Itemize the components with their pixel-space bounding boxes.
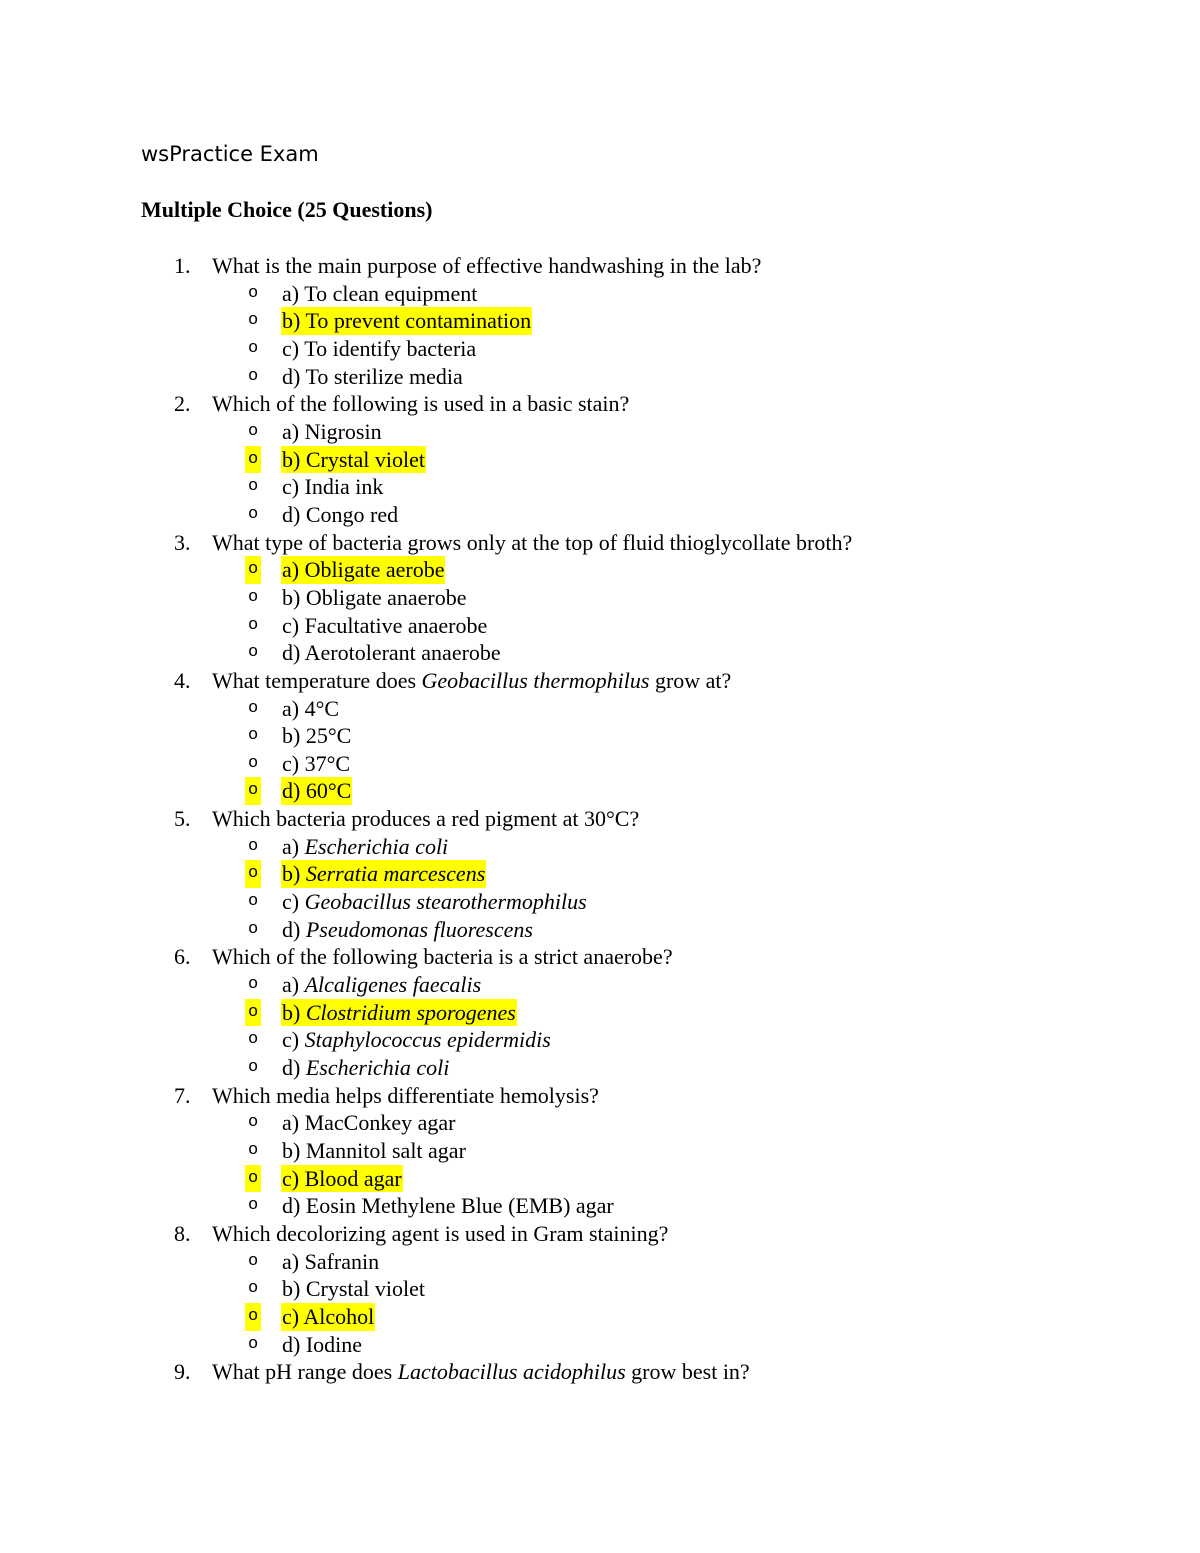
question-number: 3. [174,529,191,555]
option-label: d) [282,916,301,942]
option-6c [0,1026,1200,1054]
option-label: b) [282,446,301,472]
question-text-part: What pH range does [212,1359,398,1385]
option-text: Safranin [304,1248,380,1274]
question-text: Which bacteria produces a red pigment at 30°C? [212,806,640,832]
option-3a [0,556,1200,584]
bullet-icon: o [248,1113,259,1133]
bullet-icon: o [248,892,259,912]
bullet-icon: o [248,1196,259,1216]
option-label: c) [282,335,300,361]
option-label: d) [282,1193,301,1219]
option-2d [0,501,1200,529]
option-label: a) [282,557,300,583]
option-label: b) [282,861,301,887]
highlighted-answer [281,1303,375,1331]
option-text: Staphylococcus epidermidis [304,1027,551,1053]
option-label: d) [282,363,301,389]
option-text: 25°C [305,723,352,749]
question-8 [0,1220,1200,1248]
bullet-icon: o [248,366,259,386]
question-text: What type of bacteria grows only at the top of fluid thioglycollate broth? [212,529,853,555]
option-text: To sterilize media [305,363,463,389]
option-text: Aerotolerant anaerobe [304,640,501,666]
option-text: Congo red [305,501,399,527]
question-text: Which media helps differentiate hemolysis? [212,1082,599,1108]
option-label: d) [282,501,301,527]
option-2c [0,473,1200,501]
question-number: 8. [174,1220,191,1246]
option-3b [0,584,1200,612]
option-4d [0,777,1200,805]
option-text: Clostridium sporogenes [305,999,516,1025]
bullet-icon: o [248,615,259,635]
bullet-icon: o [248,477,259,497]
bullet-icon: o [248,836,259,856]
option-label: a) [282,1110,300,1136]
option-7c [0,1165,1200,1193]
highlighted-answer [281,999,517,1027]
option-text: Serratia marcescens [305,861,486,887]
option-1a [0,280,1200,308]
option-7a [0,1109,1200,1137]
option-5a [0,833,1200,861]
bullet-icon: o [248,1251,259,1271]
highlighted-answer [281,777,352,805]
bullet-icon: o [248,753,259,773]
option-label: a) [282,972,300,998]
question-number: 1. [174,253,191,278]
bullet-icon: o [248,1058,259,1078]
bullet-icon: o [245,999,261,1027]
question-3 [0,529,1200,557]
bullet-icon: o [248,1334,259,1354]
question-6 [0,943,1200,971]
question-text-part: grow at? [649,667,732,693]
option-text: Crystal violet [305,446,425,472]
option-label: a) [282,695,300,721]
question-text: Which of the following bacteria is a strict anaerobe? [212,944,673,970]
highlighted-answer [281,307,532,335]
option-1b [0,307,1200,335]
option-7b [0,1137,1200,1165]
option-label: c) [282,750,300,776]
question-number: 2. [174,391,191,417]
option-text: Nigrosin [304,418,382,444]
option-text: Alcaligenes faecalis [304,972,482,998]
option-label: b) [282,584,301,610]
question-2 [0,390,1200,418]
option-text: Escherichia coli [305,1055,450,1081]
highlighted-answer [281,446,426,474]
bullet-icon: o [248,919,259,939]
species-name: Geobacillus thermophilus [421,667,650,693]
bullet-icon: o [248,1141,259,1160]
option-6d [0,1054,1200,1082]
option-text: MacConkey agar [304,1110,456,1136]
option-label: a) [282,833,300,859]
highlighted-answer [281,860,486,888]
option-label: b) [282,999,301,1025]
question-text-part: grow best in? [625,1359,750,1385]
option-6a [0,971,1200,999]
option-2b [0,446,1200,474]
option-label: a) [282,1248,300,1274]
bullet-icon: o [248,975,259,995]
question-text: What is the main purpose of effective handwashing in the lab? [212,253,762,278]
bullet-icon: o [248,698,259,718]
option-label: c) [282,889,300,915]
option-text: Escherichia coli [304,833,449,859]
question-number: 6. [174,944,191,970]
option-text: To identify bacteria [304,335,477,361]
option-label: c) [282,1303,300,1329]
option-text: Mannitol salt agar [305,1138,466,1163]
bullet-icon: o [248,283,259,303]
option-8a [0,1248,1200,1276]
option-1c [0,335,1200,363]
bullet-icon: o [248,1030,259,1050]
question-list [0,252,1200,1386]
document-title: wsPractice Exam [141,142,319,166]
option-text: Blood agar [304,1165,402,1191]
question-text-part: What temperature does [212,667,422,693]
option-4a [0,695,1200,723]
option-text: Obligate aerobe [304,557,445,583]
option-text: Geobacillus stearothermophilus [304,889,587,915]
option-label: d) [282,1055,301,1081]
highlighted-answer [281,556,445,584]
question-9 [0,1358,1200,1386]
option-text: 37°C [304,750,351,776]
question-1 [0,252,1200,280]
option-label: a) [282,280,300,306]
option-label: b) [282,308,301,334]
question-number: 5. [174,806,191,832]
option-5d [0,916,1200,944]
option-label: d) [282,640,301,666]
bullet-icon: o [248,338,259,358]
bullet-icon: o [245,777,261,805]
option-4b [0,722,1200,750]
bullet-icon: o [245,860,261,888]
question-number: 9. [174,1359,191,1385]
option-3c [0,612,1200,640]
option-label: c) [282,474,300,500]
option-text: India ink [304,474,384,500]
question-text [212,1358,750,1386]
bullet-icon: o [248,311,259,331]
bullet-icon: o [245,1303,261,1331]
option-label: b) [282,1138,301,1163]
option-label: b) [282,723,301,749]
question-5 [0,805,1200,833]
question-text: Which decolorizing agent is used in Gram staining? [212,1220,669,1246]
section-heading: Multiple Choice (25 Questions) [141,197,433,222]
option-label: c) [282,612,300,638]
bullet-icon: o [248,504,259,524]
bullet-icon: o [248,1279,259,1299]
option-3d [0,639,1200,667]
option-6b [0,999,1200,1027]
highlighted-answer [281,1165,403,1193]
option-8b [0,1275,1200,1303]
option-5b [0,860,1200,888]
question-text [212,667,731,695]
option-text: 60°C [305,778,352,804]
option-text: Alcohol [303,1303,375,1329]
option-text: Iodine [305,1331,363,1357]
option-text: Eosin Methylene Blue (EMB) agar [305,1193,614,1219]
question-number: 7. [174,1082,191,1108]
option-8d [0,1331,1200,1359]
bullet-icon: o [248,587,259,607]
bullet-icon: o [248,643,259,663]
option-text: Obligate anaerobe [305,584,467,610]
option-7d [0,1192,1200,1220]
species-name: Lactobacillus acidophilus [397,1359,626,1385]
option-text: To clean equipment [304,280,478,306]
question-text: Which of the following is used in a basic stain? [212,391,630,417]
question-number: 4. [174,667,191,693]
bullet-icon: o [248,726,259,746]
option-text: Crystal violet [305,1276,425,1302]
option-2a [0,418,1200,446]
option-text: 4°C [304,695,340,721]
option-label: a) [282,418,300,444]
option-label: c) [282,1027,300,1053]
option-1d [0,363,1200,391]
bullet-icon: o [245,1165,261,1193]
option-5c [0,888,1200,916]
bullet-icon: o [245,446,261,474]
option-text: Facultative anaerobe [304,612,488,638]
option-label: d) [282,778,301,804]
option-text: Pseudomonas fluorescens [305,916,533,942]
question-7 [0,1082,1200,1110]
option-4c [0,750,1200,778]
option-8c [0,1303,1200,1331]
bullet-icon: o [248,421,259,441]
question-4 [0,667,1200,695]
option-text: To prevent contamination [305,308,532,334]
option-label: c) [282,1165,300,1191]
bullet-icon: o [245,556,261,584]
option-label: b) [282,1276,301,1302]
option-label: d) [282,1331,301,1357]
